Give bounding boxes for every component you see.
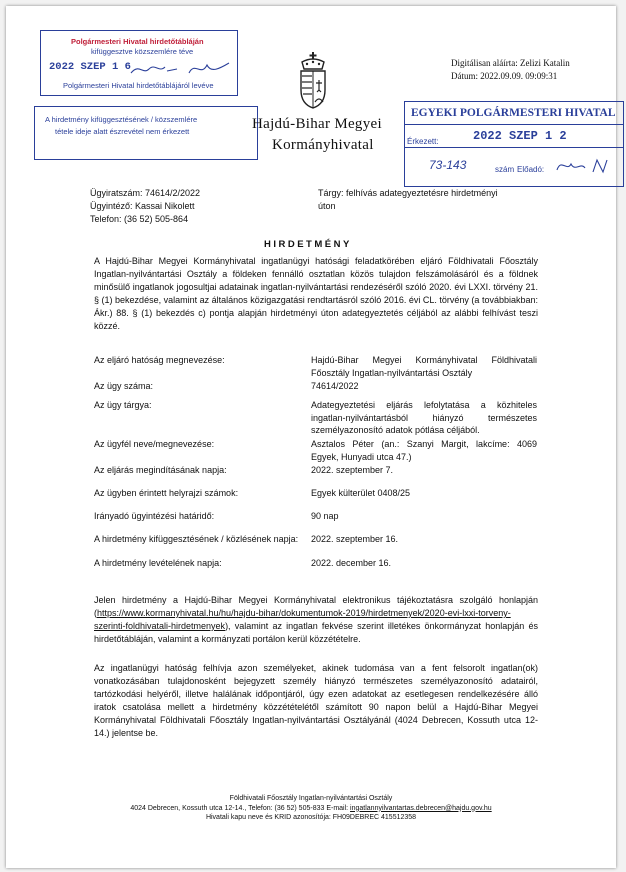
posting-stamp: [40, 30, 238, 96]
signed-by: Digitálisan aláírta: Zelizi Katalin: [451, 58, 570, 68]
coat-of-arms-icon: [298, 52, 328, 110]
detail-label: Az ügyben érintett helyrajzi számok:: [94, 488, 239, 498]
stamp-line-1: A hirdetmény kifüggesztésének / közszemlére: [45, 115, 198, 124]
footer: [6, 794, 616, 823]
registration-number: 73-143: [429, 158, 467, 172]
call-to-action-paragraph: Az ingatlanügyi hatóság felhívja azon személyeket, akinek tudomása van a fent felsorolt ingatlan(ok) vonatkozásában tulajdonosként bejegyzett személy hiányzó természetes személyazonosító adatairól, tartózkodási helyéről, illetve halálának időpontjáról, úgy ezen adatokat az esetlegesen rendelkezésére álló iratok csatolása mellett a hirdetmény közzétételétől számított 90 napon belül a Hajdú-Bihar Megyei Kormányhivatal Földhivatali Főosztály Ingatlan-nyilvántartási Osztályánál (4024 Debrecen, Kossuth utca 12-14.) jelentse be.: [94, 663, 538, 738]
publication-link[interactable]: https://www.kormanyhivatal.hu/hu/hajdu-bihar/dokumentumok-2019/hirdetmenyek/2020-evi-lxxi-torveny-szerinti-foldhivatali-hirdetmenyek: [94, 608, 511, 631]
received-stamp: [404, 101, 624, 187]
footer-line-2: [6, 804, 616, 814]
document-page: [6, 6, 616, 868]
detail-value: 2022. szeptember 16.: [311, 534, 399, 544]
handwritten-signature: [129, 59, 233, 79]
detail-value: 90 nap: [311, 511, 339, 521]
stamp-line-2: tétele ideje alatt észrevétel nem érkezett: [55, 127, 190, 136]
detail-value: 2022. szeptember 7.: [311, 465, 394, 475]
publication-text-before: Jelen hirdetmény a Hajdú-Bihar Megyei Kormányhivatal elektronikus tájékoztatásra szolgáló honlapján (: [94, 595, 538, 618]
publication-paragraph: [94, 594, 538, 646]
received-label: Érkezett:: [407, 137, 439, 146]
footer-line-3: Hivatali kapu neve és KRID azonosítója: FH09DEBREC 415512358: [205, 814, 417, 821]
detail-label: Az ügy száma:: [94, 381, 154, 391]
footer-address: 4024 Debrecen, Kossuth utca 12-14., Telefon: (36 52) 505-833 E-mail:: [130, 804, 351, 812]
stamp-date: 2022 SZEP 1 6: [49, 61, 131, 73]
case-subject: [318, 187, 498, 213]
organization-name-line-1: Hajdú-Bihar Megyei: [252, 116, 382, 132]
document-title: HIRDETMÉNY: [264, 239, 352, 250]
publication-text-after: ), valamint az ingatlan fekvése szerint illetékes önkormányzat honlapján és hirdetőtábláján, valamint a kormányzati portálon kerül közzétételre.: [94, 621, 538, 644]
case-meta-left: [90, 187, 200, 227]
detail-value: 74614/2022: [311, 381, 359, 391]
intro-paragraph: A Hajdú-Bihar Megyei Kormányhivatal ingatlanügyi hatósági feladatkörében eljáró Földhivatali Főosztály Ingatlan-nyilvántartási Osztály a földeken fennálló osztatlan közös tulajdon felszámolásáról és a földnek minősülő ingatlanok jogosultjai adatainak ingatlan-nyilvántartási rendezéséről szóló 2020. évi LXXI. törvény 21. § (1) bekezdése, valamint az általános közigazgatási rendtartásról szóló 2016. évi CL. törvény (a továbbiakban: Ákr.) 88. § (1) bekezdés c) pontja alapján hirdetményi úton adategyeztetés céljából az alábbi felhívást teszi közzé.: [94, 256, 538, 331]
detail-value: Asztalos Péter (an.: Szanyi Margit, lakcíme: 4069 Egyek, Hunyadi utca 47.): [311, 439, 537, 462]
detail-label: A hirdetmény kifüggesztésének / közlésének napja:: [94, 534, 299, 544]
case-number: Ügyiratszám: 74614/2/2022: [90, 188, 201, 198]
detail-value: Hajdú-Bihar Megyei Kormányhivatal Földhivatali Főosztály Ingatlan-nyilvántartási Osztály: [311, 355, 537, 378]
detail-label: Az eljáró hatóság megnevezése:: [94, 355, 225, 365]
detail-value: Egyek külterület 0408/25: [311, 488, 411, 498]
stamp-line-1: Polgármesteri Hivatal hirdetőtábláján: [71, 37, 204, 46]
detail-label: A hirdetmény levételének napja:: [94, 558, 222, 568]
footer-line-1: Földhivatali Főosztály Ingatlan-nyilvántartási Osztály: [229, 795, 393, 802]
detail-label: Az ügyfél neve/megnevezése:: [94, 439, 215, 449]
detail-value: 2022. december 16.: [311, 558, 392, 568]
signature-date: Dátum: 2022.09.09. 09:09:31: [451, 71, 558, 81]
case-phone: Telefon: (36 52) 505-864: [90, 214, 189, 225]
organization-name-line-2: Kormányhivatal: [272, 137, 374, 153]
handler-label: Előadó:: [517, 165, 545, 174]
detail-label: Az eljárás megindításának napja:: [94, 465, 227, 475]
detail-label: Az ügy tárgya:: [94, 400, 152, 410]
handler-initials-signature: [553, 156, 619, 176]
stamp-line-4: Polgármesteri Hivatal hirdetőtáblájáról levéve: [63, 81, 214, 90]
footer-email-link[interactable]: ingatlannyilvantartas.debrecen@hajdu.gov.hu: [350, 804, 492, 812]
case-administrator: Ügyintéző: Kassai Nikolett: [90, 201, 195, 212]
no-objection-stamp: [34, 106, 258, 160]
digital-signature-info: [451, 57, 570, 83]
number-label: szám: [495, 165, 515, 174]
detail-value: Adategyeztetési eljárás lefolytatása a közhiteles ingatlan-nyilvántartásból hiányzó természetes személyazonosító adatok pótlása céljából.: [311, 400, 537, 436]
received-date: 2022 SZEP 1 2: [473, 129, 567, 143]
stamp-title: EGYEKI POLGÁRMESTERI HIVATAL: [411, 107, 616, 119]
detail-label: Irányadó ügyintézési határidő:: [94, 511, 215, 521]
stamp-line-2: kifüggesztve közszemlére téve: [91, 47, 194, 56]
subject-line-2: úton: [318, 201, 336, 212]
subject-line-1: Tárgy: felhívás adategyeztetésre hirdetményi: [318, 188, 498, 198]
